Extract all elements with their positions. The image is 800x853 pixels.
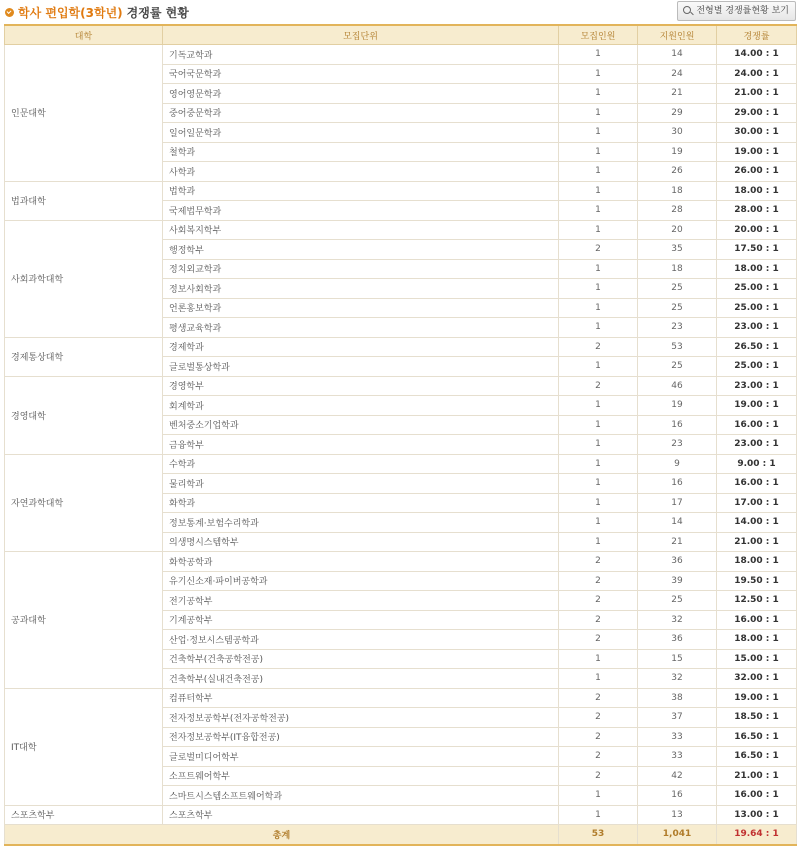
quota-cell: 2 [559, 376, 638, 396]
ratio-cell: 25.00 : 1 [717, 357, 797, 377]
ratio-cell: 12.50 : 1 [717, 591, 797, 611]
applicants-cell: 35 [638, 240, 717, 260]
ratio-cell: 25.00 : 1 [717, 298, 797, 318]
college-cell: 인문대학 [5, 45, 163, 182]
applicants-cell: 30 [638, 123, 717, 143]
unit-cell: 언론홍보학과 [163, 298, 559, 318]
quota-cell: 1 [559, 415, 638, 435]
quota-cell: 1 [559, 805, 638, 825]
quota-cell: 1 [559, 454, 638, 474]
ratio-cell: 21.00 : 1 [717, 766, 797, 786]
applicants-cell: 16 [638, 474, 717, 494]
quota-cell: 1 [559, 513, 638, 533]
applicants-cell: 13 [638, 805, 717, 825]
ratio-cell: 23.00 : 1 [717, 435, 797, 455]
quota-cell: 2 [559, 747, 638, 767]
quota-cell: 1 [559, 474, 638, 494]
unit-cell: 전자정보공학부(전자공학전공) [163, 708, 559, 728]
applicants-cell: 21 [638, 84, 717, 104]
search-icon [683, 6, 691, 14]
unit-cell: 유기신소재·파이버공학과 [163, 571, 559, 591]
quota-cell: 1 [559, 669, 638, 689]
ratio-cell: 19.00 : 1 [717, 142, 797, 162]
unit-cell: 법학과 [163, 181, 559, 201]
quota-cell: 1 [559, 357, 638, 377]
unit-cell: 영어영문학과 [163, 84, 559, 104]
page-title [5, 4, 189, 21]
unit-cell: 벤처중소기업학과 [163, 415, 559, 435]
applicants-cell: 38 [638, 688, 717, 708]
applicants-cell: 46 [638, 376, 717, 396]
quota-cell: 1 [559, 649, 638, 669]
applicants-cell: 28 [638, 201, 717, 221]
header-applicants: 지원인원 [638, 25, 717, 45]
unit-cell: 철학과 [163, 142, 559, 162]
applicants-cell: 33 [638, 727, 717, 747]
applicants-cell: 36 [638, 630, 717, 650]
header-college: 대학 [5, 25, 163, 45]
applicants-cell: 25 [638, 298, 717, 318]
unit-cell: 산업·정보시스템공학과 [163, 630, 559, 650]
quota-cell: 2 [559, 240, 638, 260]
unit-cell: 사회복지학부 [163, 220, 559, 240]
unit-cell: 화학과 [163, 493, 559, 513]
unit-cell: 소프트웨어학부 [163, 766, 559, 786]
unit-cell: 글로벌통상학과 [163, 357, 559, 377]
total-label: 총계 [5, 825, 559, 845]
total-applicants: 1,041 [638, 825, 717, 845]
quota-cell: 1 [559, 435, 638, 455]
total-quota: 53 [559, 825, 638, 845]
header-ratio: 경쟁률 [717, 25, 797, 45]
applicants-cell: 14 [638, 513, 717, 533]
applicants-cell: 15 [638, 649, 717, 669]
table-row [5, 805, 797, 825]
applicants-cell: 25 [638, 279, 717, 299]
quota-cell: 2 [559, 727, 638, 747]
ratio-cell: 16.00 : 1 [717, 786, 797, 806]
applicants-cell: 23 [638, 435, 717, 455]
applicants-cell: 16 [638, 786, 717, 806]
applicants-cell: 24 [638, 64, 717, 84]
ratio-cell: 15.00 : 1 [717, 649, 797, 669]
table-row [5, 454, 797, 474]
applicants-cell: 25 [638, 591, 717, 611]
quota-cell: 1 [559, 318, 638, 338]
ratio-cell: 28.00 : 1 [717, 201, 797, 221]
quota-cell: 1 [559, 786, 638, 806]
table-row [5, 552, 797, 572]
college-cell: 자연과학대학 [5, 454, 163, 552]
ratio-cell: 16.00 : 1 [717, 610, 797, 630]
quota-cell: 1 [559, 396, 638, 416]
unit-cell: 국제법무학과 [163, 201, 559, 221]
unit-cell: 전자정보공학부(IT융합전공) [163, 727, 559, 747]
check-circle-icon [5, 8, 14, 17]
quota-cell: 1 [559, 279, 638, 299]
unit-cell: 일어일문학과 [163, 123, 559, 143]
ratio-cell: 19.50 : 1 [717, 571, 797, 591]
quota-cell: 1 [559, 532, 638, 552]
applicants-cell: 33 [638, 747, 717, 767]
view-by-admission-type-button[interactable] [677, 1, 796, 21]
quota-cell: 2 [559, 708, 638, 728]
applicants-cell: 53 [638, 337, 717, 357]
applicants-cell: 16 [638, 415, 717, 435]
table-row [5, 688, 797, 708]
quota-cell: 2 [559, 766, 638, 786]
quota-cell: 1 [559, 64, 638, 84]
applicants-cell: 18 [638, 181, 717, 201]
ratio-cell: 32.00 : 1 [717, 669, 797, 689]
quota-cell: 2 [559, 337, 638, 357]
unit-cell: 기계공학부 [163, 610, 559, 630]
quota-cell: 2 [559, 552, 638, 572]
table-row [5, 45, 797, 65]
unit-cell: 물리학과 [163, 474, 559, 494]
total-ratio: 19.64 : 1 [717, 825, 797, 845]
applicants-cell: 19 [638, 396, 717, 416]
ratio-cell: 18.00 : 1 [717, 552, 797, 572]
quota-cell: 2 [559, 610, 638, 630]
unit-cell: 국어국문학과 [163, 64, 559, 84]
ratio-cell: 16.00 : 1 [717, 474, 797, 494]
ratio-cell: 21.00 : 1 [717, 532, 797, 552]
unit-cell: 건축학부(건축공학전공) [163, 649, 559, 669]
applicants-cell: 21 [638, 532, 717, 552]
title-rest: 경쟁률 현황 [126, 6, 189, 20]
ratio-cell: 13.00 : 1 [717, 805, 797, 825]
unit-cell: 중어중문학과 [163, 103, 559, 123]
quota-cell: 1 [559, 123, 638, 143]
quota-cell: 2 [559, 688, 638, 708]
applicants-cell: 42 [638, 766, 717, 786]
table-row [5, 181, 797, 201]
unit-cell: 기독교학과 [163, 45, 559, 65]
unit-cell: 컴퓨터학부 [163, 688, 559, 708]
applicants-cell: 39 [638, 571, 717, 591]
unit-cell: 화학공학과 [163, 552, 559, 572]
quota-cell: 2 [559, 591, 638, 611]
unit-cell: 스마트시스템소프트웨어학과 [163, 786, 559, 806]
quota-cell: 1 [559, 201, 638, 221]
table-header-row [5, 25, 797, 45]
unit-cell: 정보사회학과 [163, 279, 559, 299]
ratio-cell: 14.00 : 1 [717, 513, 797, 533]
quota-cell: 1 [559, 84, 638, 104]
unit-cell: 전기공학부 [163, 591, 559, 611]
applicants-cell: 9 [638, 454, 717, 474]
ratio-cell: 9.00 : 1 [717, 454, 797, 474]
table-row [5, 220, 797, 240]
unit-cell: 건축학부(실내건축전공) [163, 669, 559, 689]
applicants-cell: 29 [638, 103, 717, 123]
ratio-cell: 16.50 : 1 [717, 747, 797, 767]
applicants-cell: 37 [638, 708, 717, 728]
applicants-cell: 19 [638, 142, 717, 162]
total-row [5, 825, 797, 845]
competition-rate-table [4, 24, 797, 846]
college-cell: 경제통상대학 [5, 337, 163, 376]
unit-cell: 경영학부 [163, 376, 559, 396]
college-cell: 스포츠학부 [5, 805, 163, 825]
unit-cell: 회계학과 [163, 396, 559, 416]
applicants-cell: 25 [638, 357, 717, 377]
applicants-cell: 23 [638, 318, 717, 338]
table-row [5, 376, 797, 396]
title-accent: 학사 편입학(3학년) [18, 6, 123, 20]
unit-cell: 수학과 [163, 454, 559, 474]
college-cell: IT대학 [5, 688, 163, 805]
applicants-cell: 20 [638, 220, 717, 240]
quota-cell: 1 [559, 259, 638, 279]
unit-cell: 평생교육학과 [163, 318, 559, 338]
quota-cell: 2 [559, 571, 638, 591]
ratio-cell: 19.00 : 1 [717, 396, 797, 416]
applicants-cell: 17 [638, 493, 717, 513]
quota-cell: 1 [559, 45, 638, 65]
quota-cell: 1 [559, 162, 638, 182]
quota-cell: 1 [559, 142, 638, 162]
unit-cell: 스포츠학부 [163, 805, 559, 825]
college-cell: 법과대학 [5, 181, 163, 220]
section-header [0, 0, 800, 22]
ratio-cell: 20.00 : 1 [717, 220, 797, 240]
ratio-cell: 18.50 : 1 [717, 708, 797, 728]
unit-cell: 정보통계·보험수리학과 [163, 513, 559, 533]
unit-cell: 행정학부 [163, 240, 559, 260]
applicants-cell: 36 [638, 552, 717, 572]
applicants-cell: 14 [638, 45, 717, 65]
table-body [5, 45, 797, 845]
college-cell: 경영대학 [5, 376, 163, 454]
table-row [5, 337, 797, 357]
ratio-cell: 18.00 : 1 [717, 181, 797, 201]
applicants-cell: 32 [638, 610, 717, 630]
unit-cell: 글로벌미디어학부 [163, 747, 559, 767]
ratio-cell: 18.00 : 1 [717, 259, 797, 279]
button-label: 전형별 경쟁률현황 보기 [696, 6, 789, 16]
college-cell: 사회과학대학 [5, 220, 163, 337]
ratio-cell: 23.00 : 1 [717, 376, 797, 396]
quota-cell: 1 [559, 493, 638, 513]
ratio-cell: 16.50 : 1 [717, 727, 797, 747]
quota-cell: 1 [559, 181, 638, 201]
ratio-cell: 21.00 : 1 [717, 84, 797, 104]
applicants-cell: 26 [638, 162, 717, 182]
header-unit: 모집단위 [163, 25, 559, 45]
ratio-cell: 30.00 : 1 [717, 123, 797, 143]
ratio-cell: 17.00 : 1 [717, 493, 797, 513]
ratio-cell: 25.00 : 1 [717, 279, 797, 299]
quota-cell: 1 [559, 220, 638, 240]
applicants-cell: 32 [638, 669, 717, 689]
ratio-cell: 23.00 : 1 [717, 318, 797, 338]
ratio-cell: 24.00 : 1 [717, 64, 797, 84]
ratio-cell: 29.00 : 1 [717, 103, 797, 123]
ratio-cell: 16.00 : 1 [717, 415, 797, 435]
quota-cell: 1 [559, 298, 638, 318]
unit-cell: 경제학과 [163, 337, 559, 357]
applicants-cell: 18 [638, 259, 717, 279]
ratio-cell: 19.00 : 1 [717, 688, 797, 708]
ratio-cell: 18.00 : 1 [717, 630, 797, 650]
ratio-cell: 17.50 : 1 [717, 240, 797, 260]
unit-cell: 금융학부 [163, 435, 559, 455]
quota-cell: 2 [559, 630, 638, 650]
ratio-cell: 26.50 : 1 [717, 337, 797, 357]
unit-cell: 사학과 [163, 162, 559, 182]
ratio-cell: 14.00 : 1 [717, 45, 797, 65]
unit-cell: 의생명시스템학부 [163, 532, 559, 552]
college-cell: 공과대학 [5, 552, 163, 689]
header-quota: 모집인원 [559, 25, 638, 45]
ratio-cell: 26.00 : 1 [717, 162, 797, 182]
quota-cell: 1 [559, 103, 638, 123]
unit-cell: 정치외교학과 [163, 259, 559, 279]
